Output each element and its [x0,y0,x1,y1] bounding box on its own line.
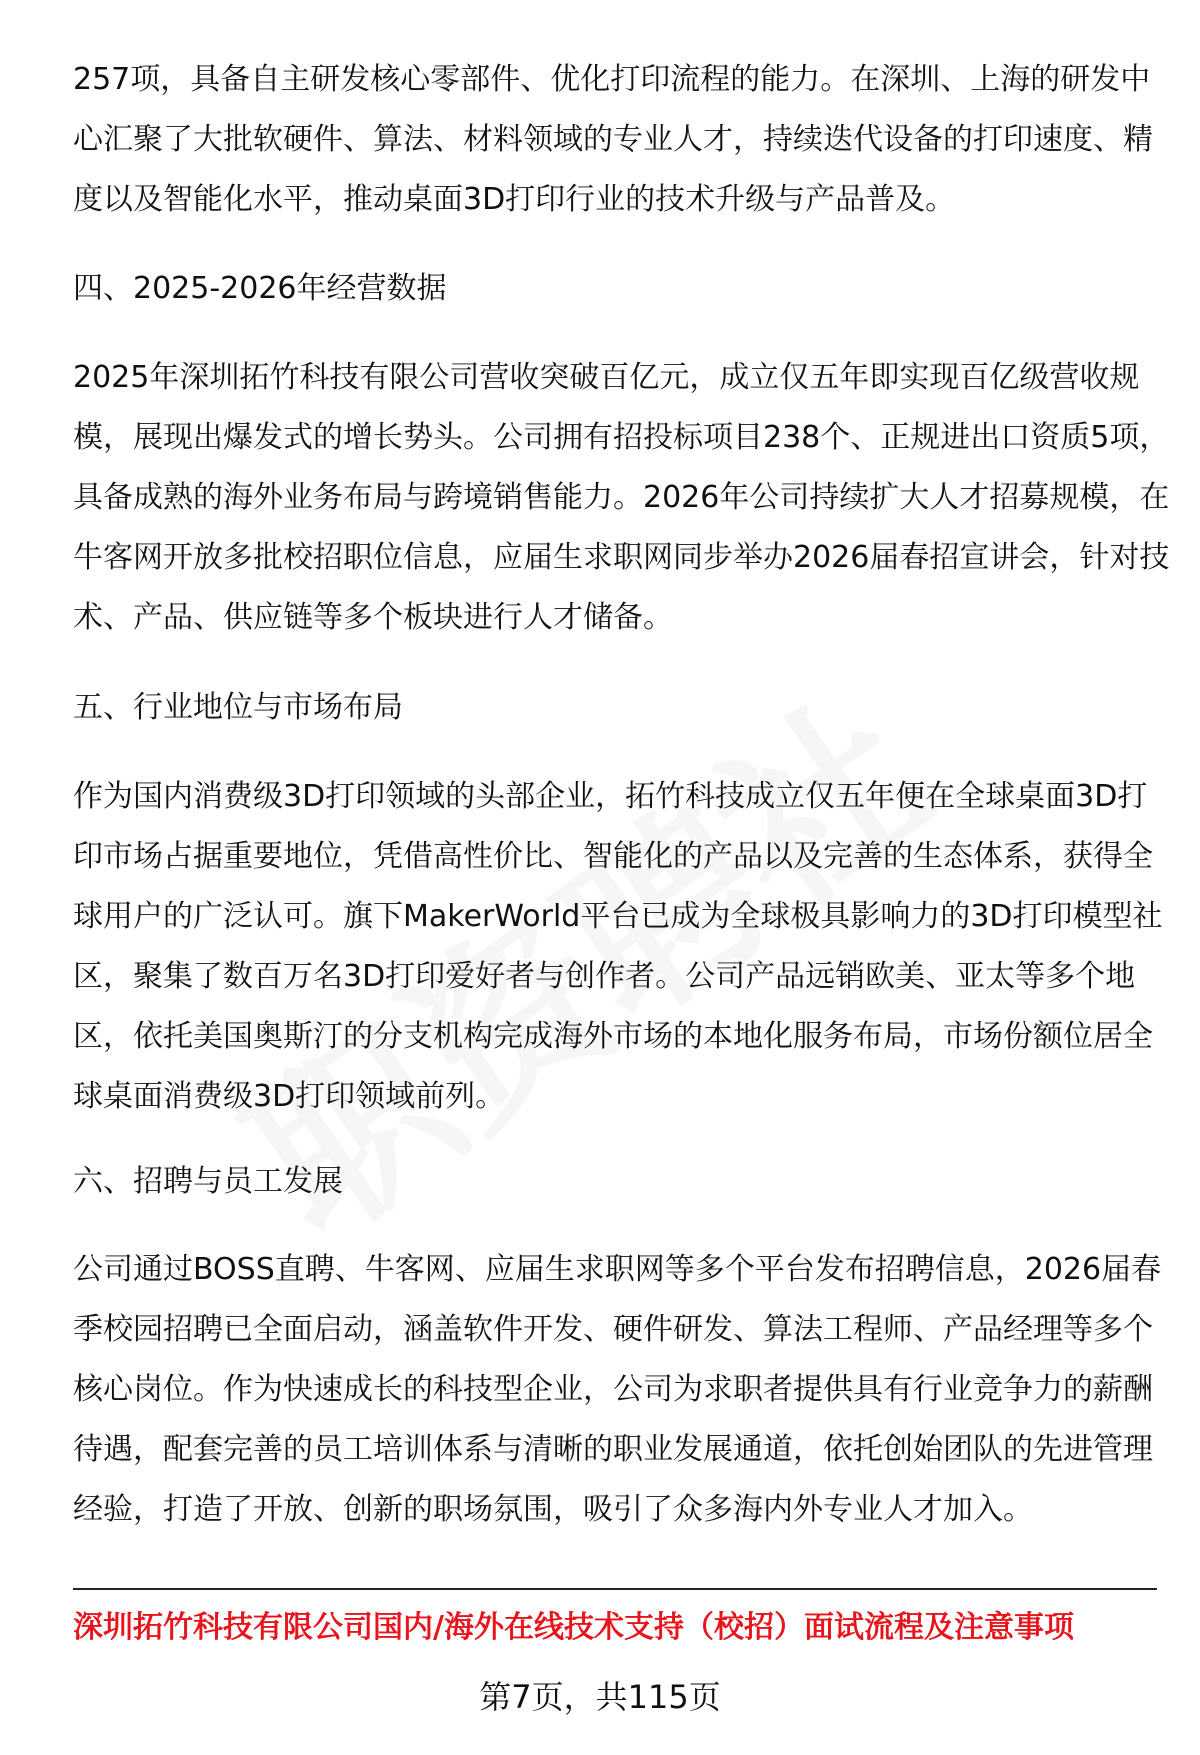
text-line: 待遇，配套完善的员工培训体系与清晰的职业发展通道，依托创始团队的先进管理 [73,1432,1153,1467]
text-line: 牛客网开放多批校招职位信息，应届生求职网同步举办2026届春招宣讲会，针对技 [73,540,1170,575]
section-heading [73,259,1163,319]
text-line: 术、产品、供应链等多个板块进行人才储备。 [73,600,673,635]
text-line: 区，依托美国奥斯汀的分支机构完成海外市场的本地化服务布局，市场份额位居全 [73,1019,1153,1054]
text-line: 作为国内消费级3D打印领域的头部企业，拓竹科技成立仅五年便在全球桌面3D打 [73,779,1148,814]
footer-divider [73,1588,1157,1590]
paragraph [73,50,1163,230]
text-line: 257项，具备自主研发核心零部件、优化打印流程的能力。在深圳、上海的研发中 [73,62,1151,97]
text-line: 心汇聚了大批软硬件、算法、材料领域的专业人才，持续迭代设备的打印速度、精 [73,122,1153,157]
paragraph [73,1240,1163,1540]
page-number: 第7页，共115页 [479,1678,721,1716]
text-line: 具备成熟的海外业务布局与跨境销售能力。2026年公司持续扩大人才招募规模，在 [73,480,1170,515]
section-heading [73,678,1163,738]
text-line: 六、招聘与员工发展 [73,1164,343,1199]
text-line: 模，展现出爆发式的增长势头。公司拥有招投标项目238个、正规进出口资质5项， [73,420,1170,455]
text-line: 四、2025-2026年经营数据 [73,271,447,306]
text-line: 2025年深圳拓竹科技有限公司营收突破百亿元，成立仅五年即实现百亿级营收规 [73,360,1140,395]
text-line: 季校园招聘已全面启动，涵盖软件开发、硬件研发、算法工程师、产品经理等多个 [73,1312,1153,1347]
footer-title: 深圳拓竹科技有限公司国内/海外在线技术支持（校招）面试流程及注意事项 [73,1610,1074,1645]
text-line: 印市场占据重要地位，凭借高性价比、智能化的产品以及完善的生态体系，获得全 [73,839,1153,874]
text-line: 区，聚集了数百万名3D打印爱好者与创作者。公司产品远销欧美、亚太等多个地 [73,959,1136,994]
text-line: 度以及智能化水平，推动桌面3D打印行业的技术升级与产品普及。 [73,182,956,217]
text-line: 五、行业地位与市场布局 [73,690,403,725]
paragraph [73,348,1170,648]
text-line: 核心岗位。作为快速成长的科技型企业，公司为求职者提供具有行业竞争力的薪酬 [73,1372,1153,1407]
paragraph [73,767,1163,1127]
text-line: 球桌面消费级3D打印领域前列。 [73,1079,506,1114]
text-line: 公司通过BOSS直聘、牛客网、应届生求职网等多个平台发布招聘信息，2026届春 [73,1252,1162,1287]
section-heading [73,1152,1163,1212]
text-line: 球用户的广泛认可。旗下MakerWorld平台已成为全球极具影响力的3D打印模型社 [73,899,1163,934]
text-line: 经验，打造了开放、创新的职场氛围，吸引了众多海内外专业人才加入。 [73,1492,1033,1527]
